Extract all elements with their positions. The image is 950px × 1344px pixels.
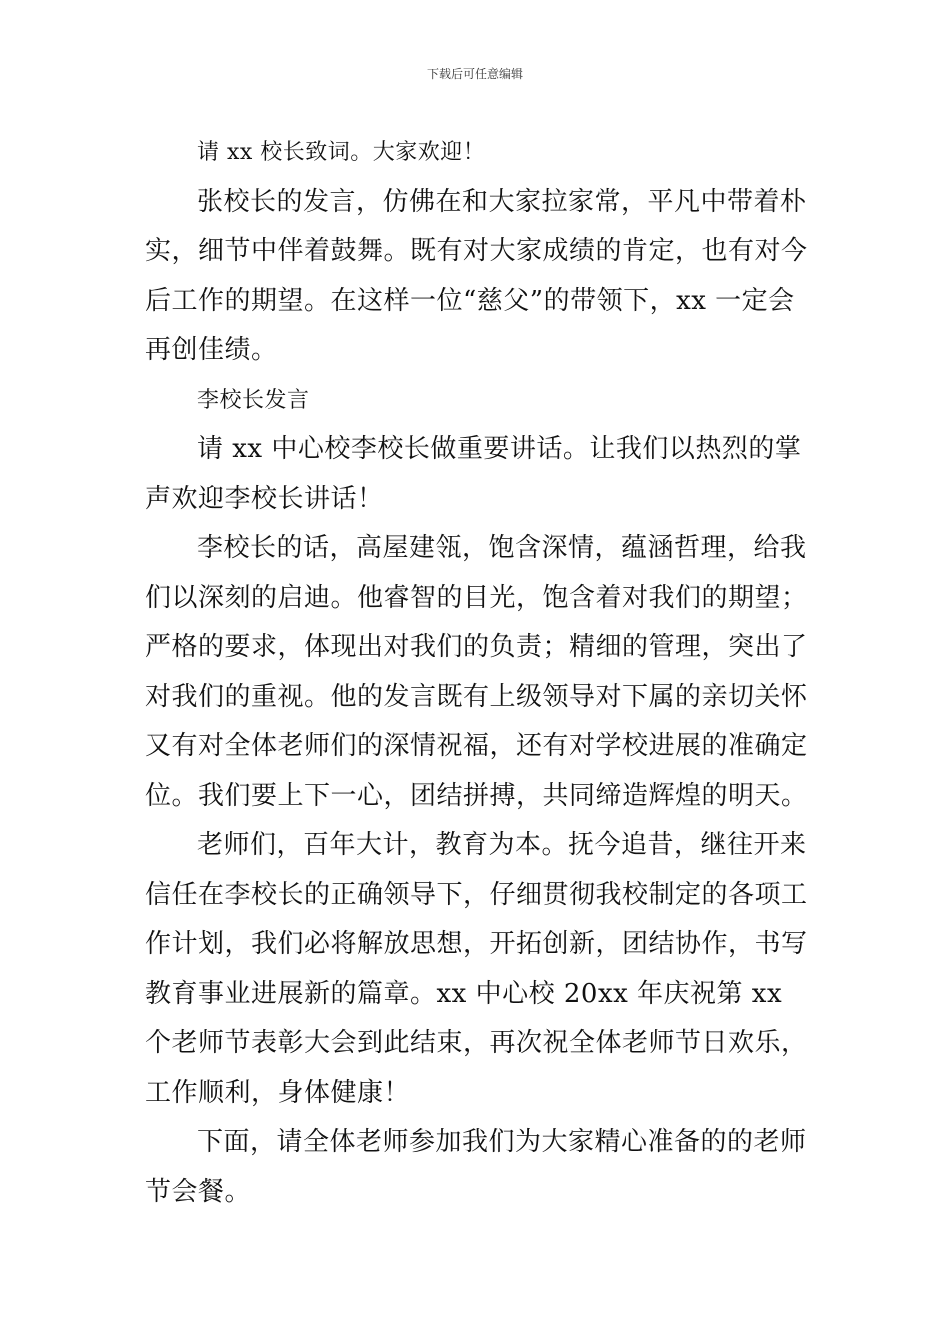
section-heading-li-speech: 李校长发言 xyxy=(197,387,310,413)
paragraph-closing: 老师们，百年大计，教育为本。抚今追昔，继往开来信任在李校长的正确领导下，仔细贯彻我校制定的各项工作计划，我们必将解放思想，开拓创新，团结协作，书写教育事业进展新的篇章。xx 中心校 20xx 年庆祝第 xx 个老师节表彰大会到此结束，再次祝全体老师节日欢乐，工作顺利，身体健康！ xyxy=(145,830,808,1108)
paragraph-invite-li: 请 xx 中心校李校长做重要讲话。让我们以热烈的掌声欢迎李校长讲话！ xyxy=(145,434,802,514)
paragraph-li-remarks: 李校长的话，高屋建瓴，饱含深情，蕴涵哲理，给我们以深刻的启迪。他睿智的目光，饱含着对我们的期望；严格的要求，体现出对我们的负责；精细的管理，突出了对我们的重视。他的发言既有上级领导对下属的亲切关怀又有对全体老师们的深情祝福，还有对学校进展的准确定位。我们要上下一心，团结拼搏，共同缔造辉煌的明天。 xyxy=(145,533,808,811)
header-note: 下载后可任意编辑 xyxy=(426,67,523,81)
paragraph-zhang-remarks: 张校长的发言，仿佛在和大家拉家常，平凡中带着朴实，细节中伴着鼓舞。既有对大家成绩的肯定，也有对今后工作的期望。在这样一位“慈父”的带领下，xx 一定会再创佳绩。 xyxy=(145,186,808,365)
paragraph-dinner: 下面，请全体老师参加我们为大家精心准备的的老师节会餐。 xyxy=(145,1127,807,1207)
paragraph-invite-principal: 请 xx 校长致词。大家欢迎！ xyxy=(197,140,486,165)
document-body xyxy=(145,128,810,1217)
